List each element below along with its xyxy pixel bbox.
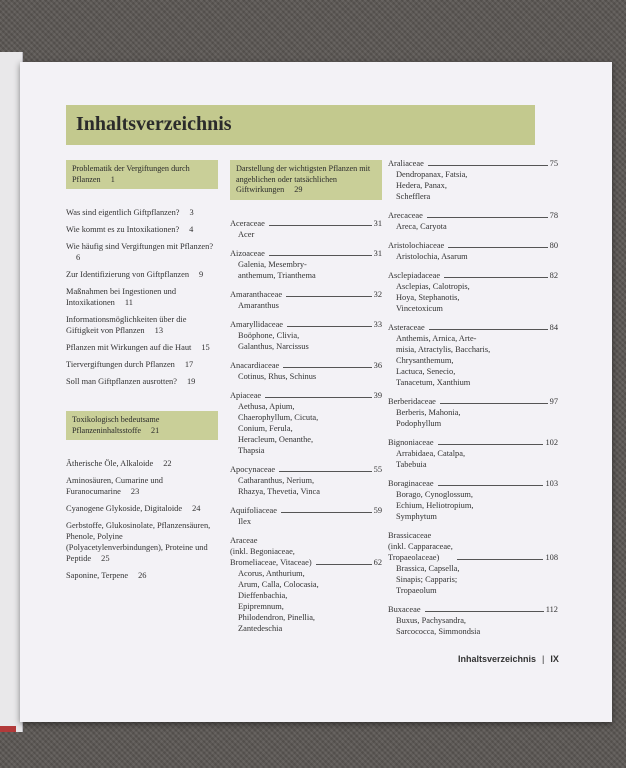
leader-line [287,326,372,327]
entry-title: Tiervergiftungen durch Pflanzen [66,360,175,369]
genera-list: Boöphone, Clivia, Galanthus, Narcissus [238,330,309,351]
entry-title: Wie kommt es zu Intoxikationen? [66,225,180,234]
family-name: Aceraceae [230,218,265,228]
toc-entry [66,342,218,353]
leader-line [427,217,548,218]
family-page: 97 [549,397,558,406]
family-page: 59 [373,505,382,515]
entry-title: Ätherische Öle, Alkaloide [66,459,154,468]
entry-page: 24 [192,504,201,513]
leader-line [440,403,548,404]
toc-entry [66,286,218,308]
toc-entry [66,269,218,280]
entry-title: Aminosäuren, Cumarine und Furanocumarine [66,476,163,496]
genera-list: Acer [238,229,255,239]
family-heading [388,530,558,563]
family-heading [388,270,558,281]
entry-page: 22 [163,459,172,468]
leader-line [279,471,372,472]
toc-column-3 [388,158,558,645]
entry-title: Gerbstoffe, Glukosinolate, Pflanzensäuren, Phenole, Polyine (Polyacetylenverbindungen), Proteine und Peptide [66,521,211,563]
family-page: 84 [549,323,558,332]
family-name: Buxaceae [388,605,421,614]
entry-title: Maßnahmen bei Ingestionen und Intoxikationen [66,287,177,307]
section-box-darstellung [230,160,382,200]
family-heading [230,505,382,516]
section-box-inhaltsstoffe [66,411,218,440]
family-heading [230,360,382,371]
genera-list: Galenia, Mesembry- anthemum, Trianthema [238,259,316,280]
leader-line [438,485,544,486]
entry-page: 13 [154,326,163,335]
entry-title: Pflanzen mit Wirkungen auf die Haut [66,343,192,352]
family-entry [230,319,382,352]
family-heading [388,604,558,615]
family-name: Amaryllidaceae [230,319,284,329]
book-page [20,62,612,722]
family-heading [230,218,382,229]
family-entry [388,604,558,637]
family-heading [388,322,558,333]
family-heading [230,464,382,475]
leader-line [438,444,544,445]
toc-entry [66,475,218,497]
family-entry [388,240,558,262]
entry-title: Saponine, Terpene [66,571,129,580]
entry-list-1 [66,207,218,387]
family-page: 80 [549,241,558,250]
family-name: Apiaceae [230,390,262,400]
entry-page: 6 [76,253,81,262]
entry-page: 4 [189,225,194,234]
family-page: 108 [545,553,558,562]
entry-list-2 [66,458,218,581]
entry-page: 25 [101,554,110,563]
footer-label: Inhaltsverzeichnis [458,654,537,664]
genera-list: Asclepias, Calotropis, Hoya, Stephanotis, Vincetoxicum [396,282,470,313]
family-heading [388,158,558,169]
genera-list: Buxus, Pachysandra, Sarcococca, Simmondsia [396,616,481,636]
family-entry [230,535,382,634]
leader-line [281,512,372,513]
family-name: Berberidaceae [388,397,436,406]
family-entry [230,289,382,311]
family-name: Brassicaceae (inkl. Capparaceae, Tropaeolaceae) [388,531,453,562]
genera-list: Amaranthus [238,300,279,310]
genera-list: Anthemis, Arnica, Arte- misia, Atractylis, Baccharis, Chrysanthemum, Lactuca, Senecio, Tanacetum, Xanthium [396,334,491,387]
leader-line [283,367,371,368]
genera-list: Acorus, Anthurium, Arum, Calla, Colocasia, Dieffenbachia, Epipremnum, Philodendron, Pinellia, Zantedeschia [238,568,319,633]
genera-list: Catharanthus, Nerium, Rhazya, Thevetia, Vinca [238,475,320,496]
family-name: Apocynaceae [230,464,276,474]
family-heading [388,478,558,489]
leader-line [269,225,372,226]
family-page: 62 [373,557,382,567]
entry-title: Wie häufig sind Vergiftungen mit Pflanzen? [66,242,214,251]
family-entry [388,158,558,202]
toc-entry [66,241,218,263]
genera-list: Brassica, Capsella, Sinapis; Capparis; Tropaeolum [396,564,460,595]
family-entry [388,210,558,232]
entry-title: Was sind eigentlich Giftpflanzen? [66,208,180,217]
entry-page: 3 [189,208,194,217]
family-heading [388,437,558,448]
entry-page: 9 [199,270,204,279]
family-name: Asclepiadaceae [388,271,441,280]
genera-list: Areca, Caryota [396,222,447,231]
leader-line [444,277,548,278]
toc-entry [66,224,218,235]
section-box-problematik [66,160,218,189]
family-list-2 [230,218,382,634]
family-page: 112 [545,605,558,614]
family-entry [230,218,382,240]
section-title: Darstellung der wichtigsten Pflanzen mit angeblichen oder tatsächlichen Giftwirkungen [236,164,371,194]
genera-list: Aristolochia, Asarum [396,252,468,261]
family-page: 31 [373,248,382,258]
family-name: Aristolochiaceae [388,241,445,250]
family-name: Aizoaceae [230,248,265,258]
genera-list: Cotinus, Rhus, Schinus [238,371,317,381]
family-heading [230,248,382,259]
section-title: Toxikologisch bedeutsame Pflanzeninhaltsstoffe [72,415,160,435]
entry-title: Cyanogene Glykoside, Digitaloide [66,504,183,513]
family-entry [388,322,558,388]
toc-entry [66,207,218,218]
family-page: 31 [373,218,382,228]
family-heading [230,390,382,401]
family-entry [230,390,382,456]
leader-line [448,247,547,248]
family-page: 82 [549,271,558,280]
leader-line [425,611,544,612]
family-page: 33 [373,319,382,329]
entry-page: 19 [186,377,196,386]
entry-page: 17 [184,360,194,369]
page-title: Inhaltsverzeichnis [76,113,232,135]
family-entry [230,464,382,497]
family-name: Boraginaceae [388,479,434,488]
family-name: Aquifoliaceae [230,505,277,515]
family-entry [388,530,558,596]
leader-line [428,165,548,166]
entry-page: 23 [130,487,140,496]
toc-column-1 [66,160,218,587]
section-title: Problematik der Vergiftungen durch Pflanzen [72,164,190,184]
leader-line [269,255,372,256]
family-name: Anacardiaceae [230,360,280,370]
leader-line [286,296,372,297]
genera-list: Berberis, Mahonia, Podophyllum [396,408,461,428]
section-page: 21 [151,425,160,435]
family-heading [388,210,558,221]
family-name: Asteraceae [388,323,425,332]
leader-line [316,564,372,565]
family-page: 39 [373,390,382,400]
family-page: 75 [549,159,558,168]
title-banner [66,105,535,145]
leader-line [265,397,371,398]
family-heading [230,319,382,330]
page-footer [458,654,559,664]
family-page: 32 [373,289,382,299]
family-page: 103 [545,479,558,488]
genera-list: Borago, Cynoglossum, Echium, Heliotropium, Symphytum [396,490,474,521]
family-name: Arecaceae [388,211,423,220]
toc-entry [66,570,218,581]
family-heading [230,289,382,300]
family-page: 78 [549,211,558,220]
footer-page-numeral: IX [550,654,559,664]
section-page: 1 [110,174,115,184]
genera-list: Ilex [238,516,252,526]
entry-page: 11 [124,298,133,307]
family-heading [388,240,558,251]
entry-title: Informationsmöglichkeiten über die Giftigkeit von Pflanzen [66,315,187,335]
leader-line [429,329,548,330]
family-name: Araceae (inkl. Begoniaceae, Bromeliaceae, Vitaceae) [230,535,312,567]
genera-list: Arrabidaea, Catalpa, Tabebuia [396,449,466,469]
family-name: Bignoniaceae [388,438,434,447]
entry-page: 15 [201,343,210,352]
toc-column-2 [230,160,382,642]
toc-entry [66,359,218,370]
toc-entry [66,503,218,514]
leader-line [457,559,544,560]
genera-list: Dendropanax, Fatsia, Hedera, Panax, Schefflera [396,170,468,201]
family-page: 36 [373,360,382,370]
family-page: 55 [373,464,382,474]
family-entry [388,396,558,429]
family-name: Araliaceae [388,159,424,168]
entry-title: Soll man Giftpflanzen ausrotten? [66,377,177,386]
family-heading [230,535,382,568]
family-entry [230,248,382,281]
cover-edge [0,726,16,732]
genera-list: Aethusa, Apium, Chaerophyllum, Cicuta, Conium, Ferula, Heracleum, Oenanthe, Thapsia [238,401,319,455]
family-entry [230,360,382,382]
footer-separator: | [542,654,545,664]
toc-entry [66,314,218,336]
family-page: 102 [545,438,558,447]
family-list-3 [388,158,558,637]
toc-entry [66,520,218,564]
section-page: 29 [294,185,303,194]
family-entry [230,505,382,527]
entry-page: 26 [138,571,147,580]
family-heading [388,396,558,407]
family-entry [388,437,558,470]
family-name: Amaranthaceae [230,289,283,299]
toc-entry [66,458,218,469]
toc-entry [66,376,218,387]
family-entry [388,478,558,522]
entry-title: Zur Identifizierung von Giftpflanzen [66,270,190,279]
family-entry [388,270,558,314]
